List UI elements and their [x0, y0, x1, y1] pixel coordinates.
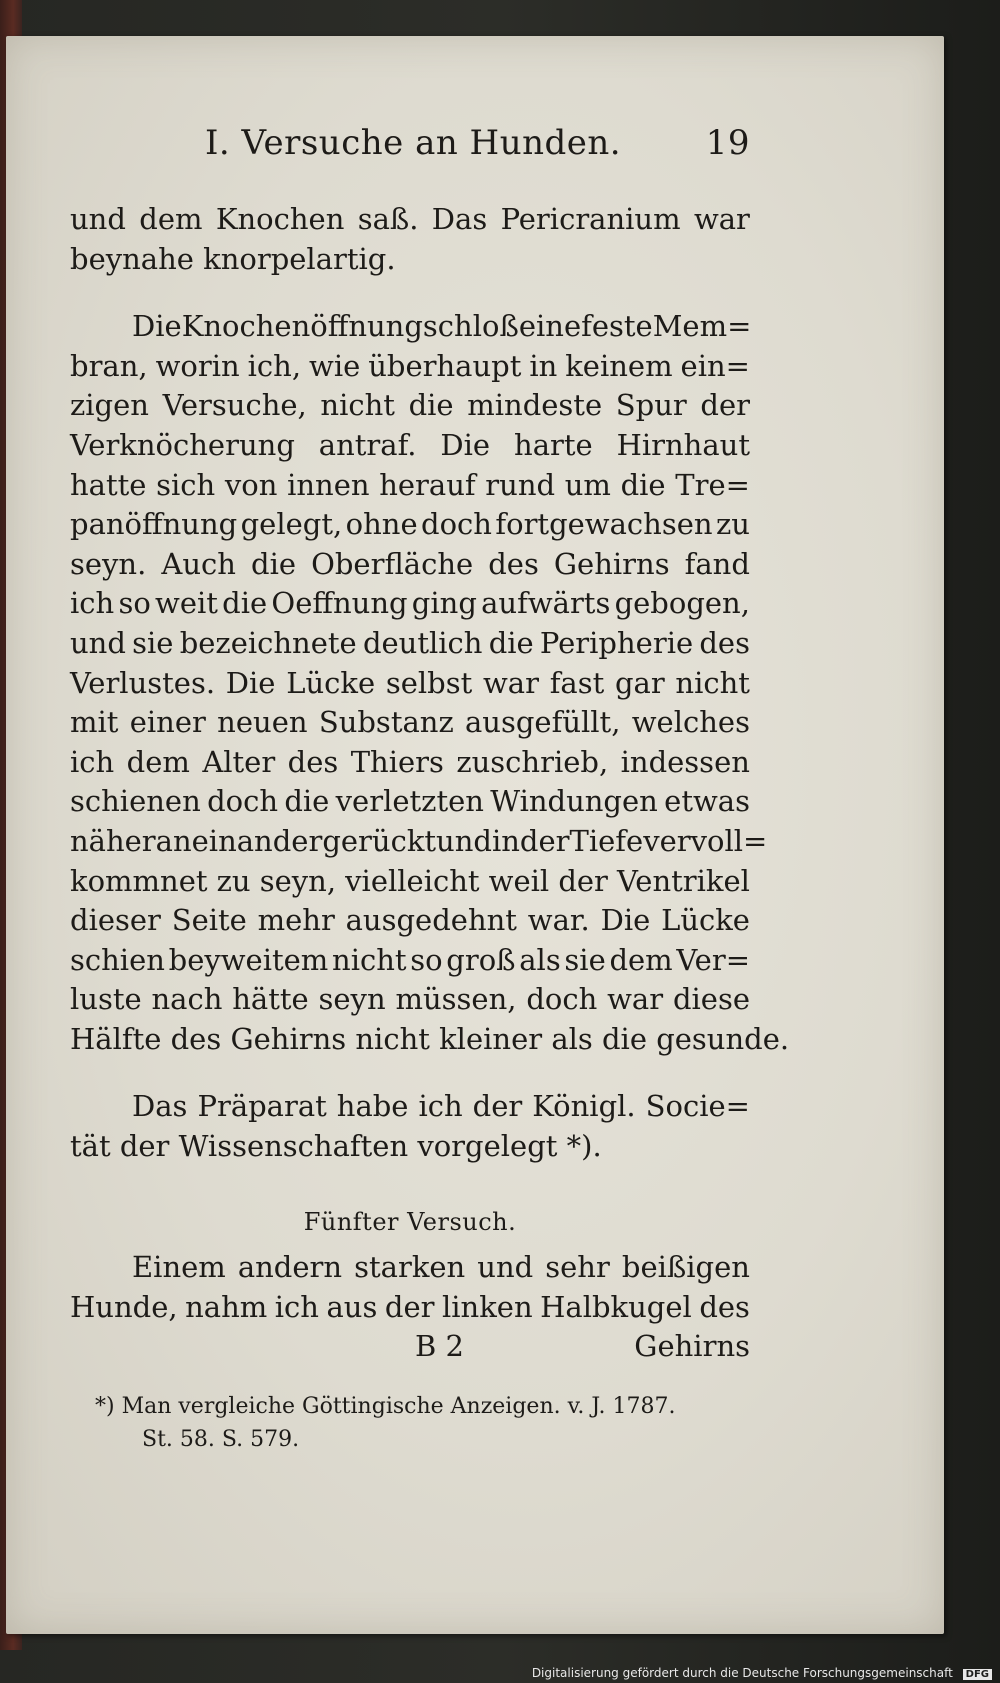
text-line: hatte sich von innen herauf rund um die Tre= — [70, 467, 750, 502]
text-line: und dem Knochen saß. Das Pericranium war — [70, 202, 750, 236]
text-line: beynahe knorpelartig. — [70, 241, 396, 276]
paragraph-4 — [70, 1248, 750, 1327]
digitization-credit — [532, 1666, 992, 1680]
footnote-line: *) Man vergleiche Göttingische Anzeigen. v. J. 1787. — [95, 1394, 676, 1419]
credit-text: Digitalisierung gefördert durch die Deutsche Forschungsgemeinschaft — [531, 1666, 953, 1680]
running-header — [205, 123, 750, 163]
paragraph-2 — [70, 307, 790, 1059]
text-line: Die Knochenöffnung schloß eine feste Mem= — [132, 309, 752, 344]
text-line: kommnet zu seyn, vielleicht weil der Ventrikel — [70, 863, 750, 898]
text-line: schien beyweitem nicht so groß als sie dem Ver= — [70, 942, 750, 977]
text-line: Einem andern starken und sehr beißigen — [132, 1250, 750, 1285]
footnote — [95, 1390, 725, 1456]
text-line: zigen Versuche, nicht die mindeste Spur der — [70, 388, 750, 423]
text-line: seyn. Auch die Oberfläche des Gehirns fand — [70, 546, 750, 581]
paragraph-1 — [70, 200, 750, 279]
text-line: Verknöcherung antraf. Die harte Hirnhaut — [70, 427, 750, 462]
text-line: schienen doch die verletzten Windungen etwas — [70, 784, 750, 819]
text-line: dieser Seite mehr ausgedehnt war. Die Lücke — [70, 903, 750, 938]
dfg-logo: DFG — [963, 1669, 992, 1680]
text-line: panöffnung gelegt, ohne doch fortgewachsen zu — [70, 507, 750, 542]
signature-line — [70, 1327, 750, 1367]
text-line: ich so weit die Oeffnung ging aufwärts gebogen, — [70, 586, 750, 621]
text-line: mit einer neuen Substanz ausgefüllt, welches — [70, 705, 750, 740]
text-line: Hälfte des Gehirns nicht kleiner als die gesunde. — [70, 1021, 790, 1056]
footnote-line: St. 58. S. 579. — [142, 1427, 300, 1452]
text-line: Verlustes. Die Lücke selbst war fast gar nicht — [70, 665, 750, 700]
page-number: 19 — [705, 123, 750, 163]
page-body — [70, 200, 790, 1367]
running-title: I. Versuche an Hunden. — [205, 123, 622, 163]
text-line: ich dem Alter des Thiers zuschrieb, indessen — [70, 744, 750, 779]
text-line: Das Präparat habe ich der Königl. Socie= — [132, 1089, 750, 1124]
text-line: Hunde, nahm ich aus der linken Halbkugel des — [70, 1289, 750, 1324]
catchword: Gehirns — [634, 1329, 750, 1364]
text-line: tät der Wissenschaften vorgelegt *). — [70, 1129, 602, 1164]
text-line: näher aneinander gerückt und in der Tiefe vervoll= — [70, 823, 768, 858]
text-line: luste nach hätte seyn müssen, doch war diese — [70, 982, 750, 1017]
text-line: bran, worin ich, wie überhaupt in keinem ein= — [70, 348, 750, 383]
paragraph-3 — [70, 1087, 750, 1166]
section-heading: Fünfter Versuch. — [303, 1207, 517, 1236]
signature-mark: B 2 — [415, 1329, 464, 1364]
text-line: und sie bezeichnete deutlich die Peripherie des — [70, 625, 750, 660]
